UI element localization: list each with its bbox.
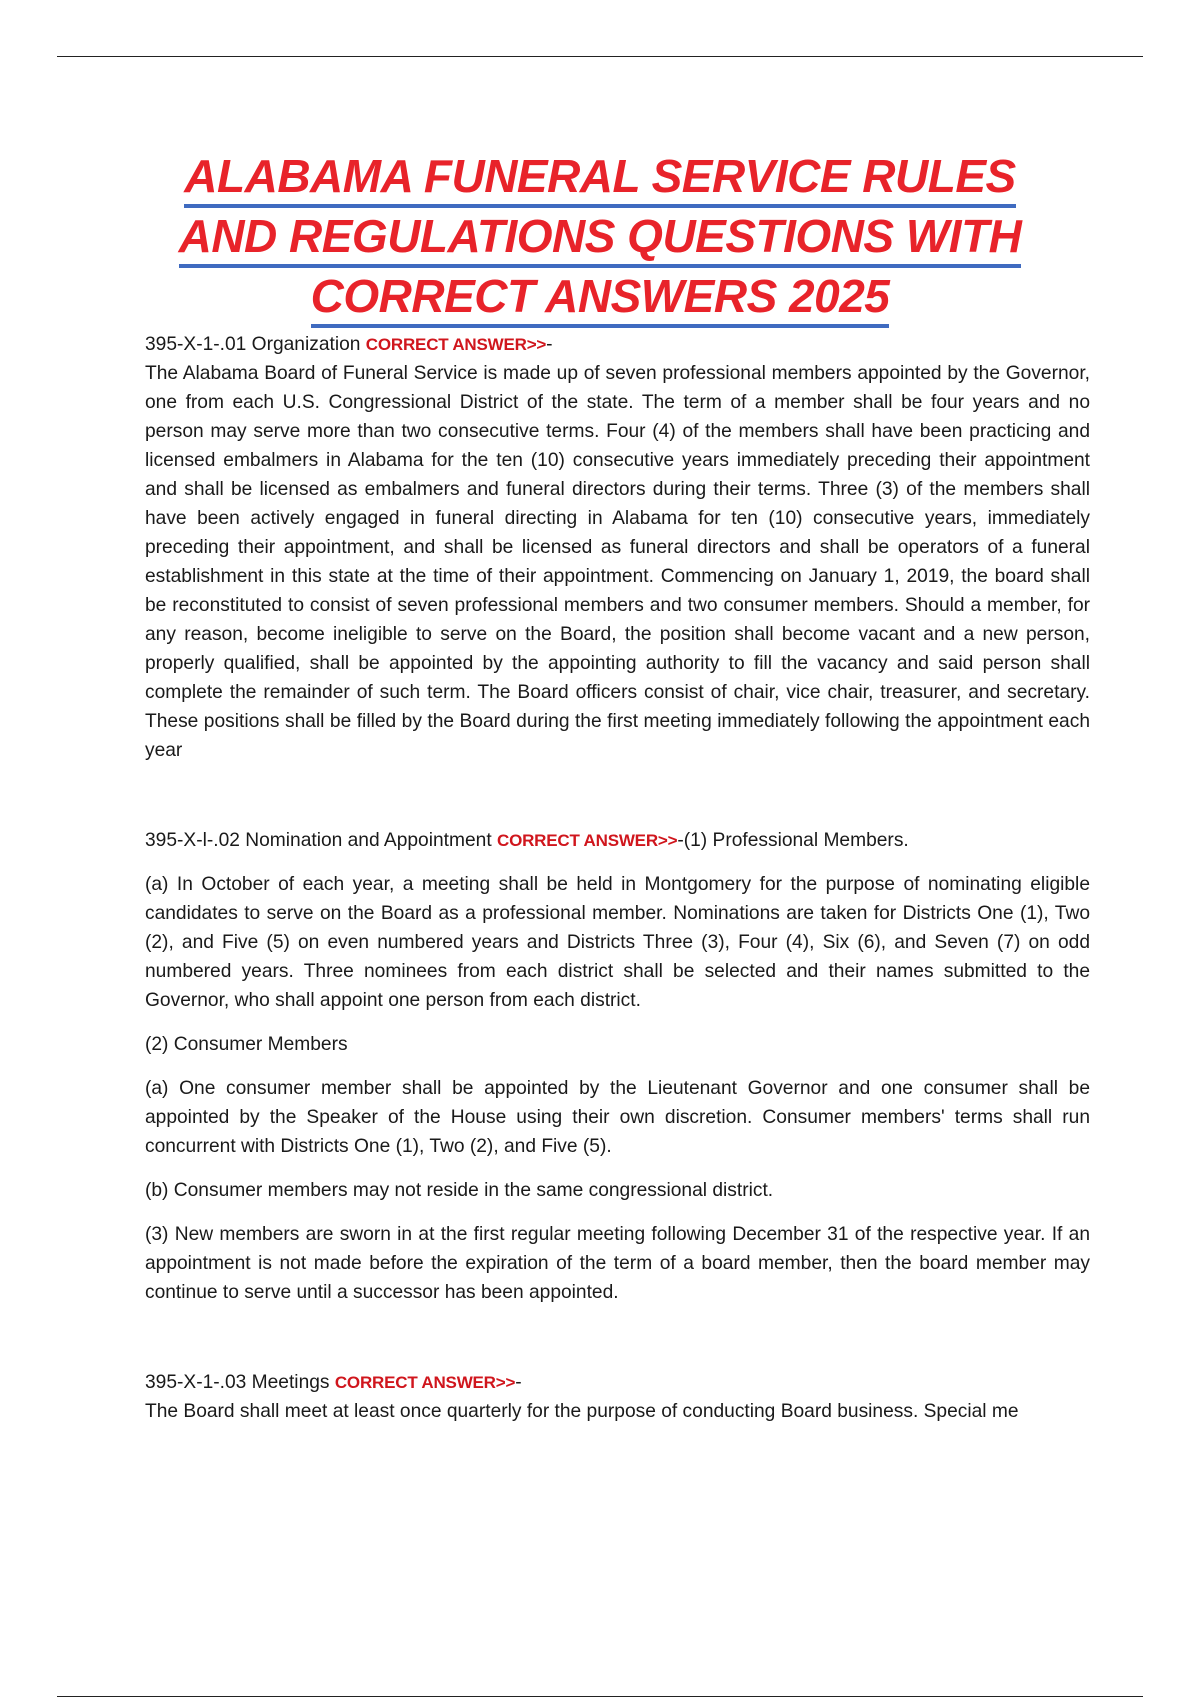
- question-code: 395-X-1-.01 Organization: [145, 334, 361, 355]
- answer-text: The Board shall meet at least once quarterly for the purpose of conducting Board business. Special me: [145, 1401, 1019, 1422]
- section-nomination-appointment: [145, 826, 1090, 1307]
- answer-paragraph: (2) Consumer Members: [145, 1034, 348, 1055]
- section-meetings: [145, 1368, 1090, 1426]
- top-rule: [57, 56, 1143, 57]
- question-heading: 395-X-1-.01 Organization CORRECT ANSWER>>-: [145, 334, 553, 355]
- question-heading: 395-X-1-.03 Meetings CORRECT ANSWER>>-: [145, 1372, 522, 1393]
- answer-paragraph: (b) Consumer members may not reside in the same congressional district.: [145, 1180, 774, 1201]
- answer-text: The Alabama Board of Funeral Service is made up of seven professional members appointed by the Governor, one from each U.S. Congressional District of the state. The term of a member shall be four years and no person may serve more than two consecutive terms. Four (4) of the members shall have been practicing and licensed embalmers in Alabama for the ten (10) consecutive years immediately preceding their appointment and shall be licensed as embalmers and funeral directors during their terms. Three (3) of the members shall have been actively engaged in funeral directing in Alabama for ten (10) consecutive years, immediately preceding their appointment, and shall be licensed as funeral directors and shall be operators of a funeral establishment in this state at the time of their appointment. Commencing on January 1, 2019, the board shall be reconstituted to consist of seven professional members and two consumer members. Should a member, for any reason, become ineligible to serve on the Board, the position shall become vacant and a new person, properly qualified, shall be appointed by the appointing authority to fill the vacancy and said person shall complete the remainder of such term. The Board officers consist of chair, vice chair, treasurer, and secretary. These positions shall be filled by the Board during the first meeting immediately following the appointment each year: [145, 363, 1090, 761]
- title-line-1: ALABAMA FUNERAL SERVICE RULES: [184, 150, 1015, 208]
- correct-answer-label: CORRECT ANSWER>>: [334, 1373, 516, 1392]
- question-code: 395-X-l-.02 Nomination and Appointment: [145, 830, 492, 851]
- answer-paragraph: (3) New members are sworn in at the first regular meeting following December 31 of the respective year. If an appointment is not made before the expiration of the term of a board member, then the board member may continue to serve until a successor has been appointed.: [145, 1224, 1090, 1303]
- title-line-2: AND REGULATIONS QUESTIONS WITH: [179, 210, 1022, 268]
- answer-lead: (1) Professional Members.: [683, 830, 909, 851]
- document-title: [100, 146, 1100, 326]
- correct-answer-label: CORRECT ANSWER>>: [365, 335, 547, 354]
- question-heading: 395-X-l-.02 Nomination and Appointment CORRECT ANSWER>>-(1) Professional Members.: [145, 830, 909, 851]
- title-line-3: CORRECT ANSWERS 2025: [311, 270, 890, 328]
- document-body: [145, 330, 1090, 1426]
- question-code: 395-X-1-.03 Meetings: [145, 1372, 330, 1393]
- answer-paragraph: (a) One consumer member shall be appointed by the Lieutenant Governor and one consumer shall be appointed by the Speaker of the House using their own discretion. Consumer members' terms shall run concurrent with Districts One (1), Two (2), and Five (5).: [145, 1078, 1090, 1157]
- answer-paragraph: (a) In October of each year, a meeting shall be held in Montgomery for the purpose of nominating eligible candidates to serve on the Board as a professional member. Nominations are taken for Districts One (1), Two (2), and Five (5) on even numbered years and Districts Three (3), Four (4), Six (6), and Seven (7) on odd numbered years. Three nominees from each district shall be selected and their names submitted to the Governor, who shall appoint one person from each district.: [145, 874, 1090, 1011]
- correct-answer-label: CORRECT ANSWER>>: [497, 831, 678, 850]
- bottom-rule: [57, 1696, 1143, 1697]
- section-organization: [145, 330, 1090, 765]
